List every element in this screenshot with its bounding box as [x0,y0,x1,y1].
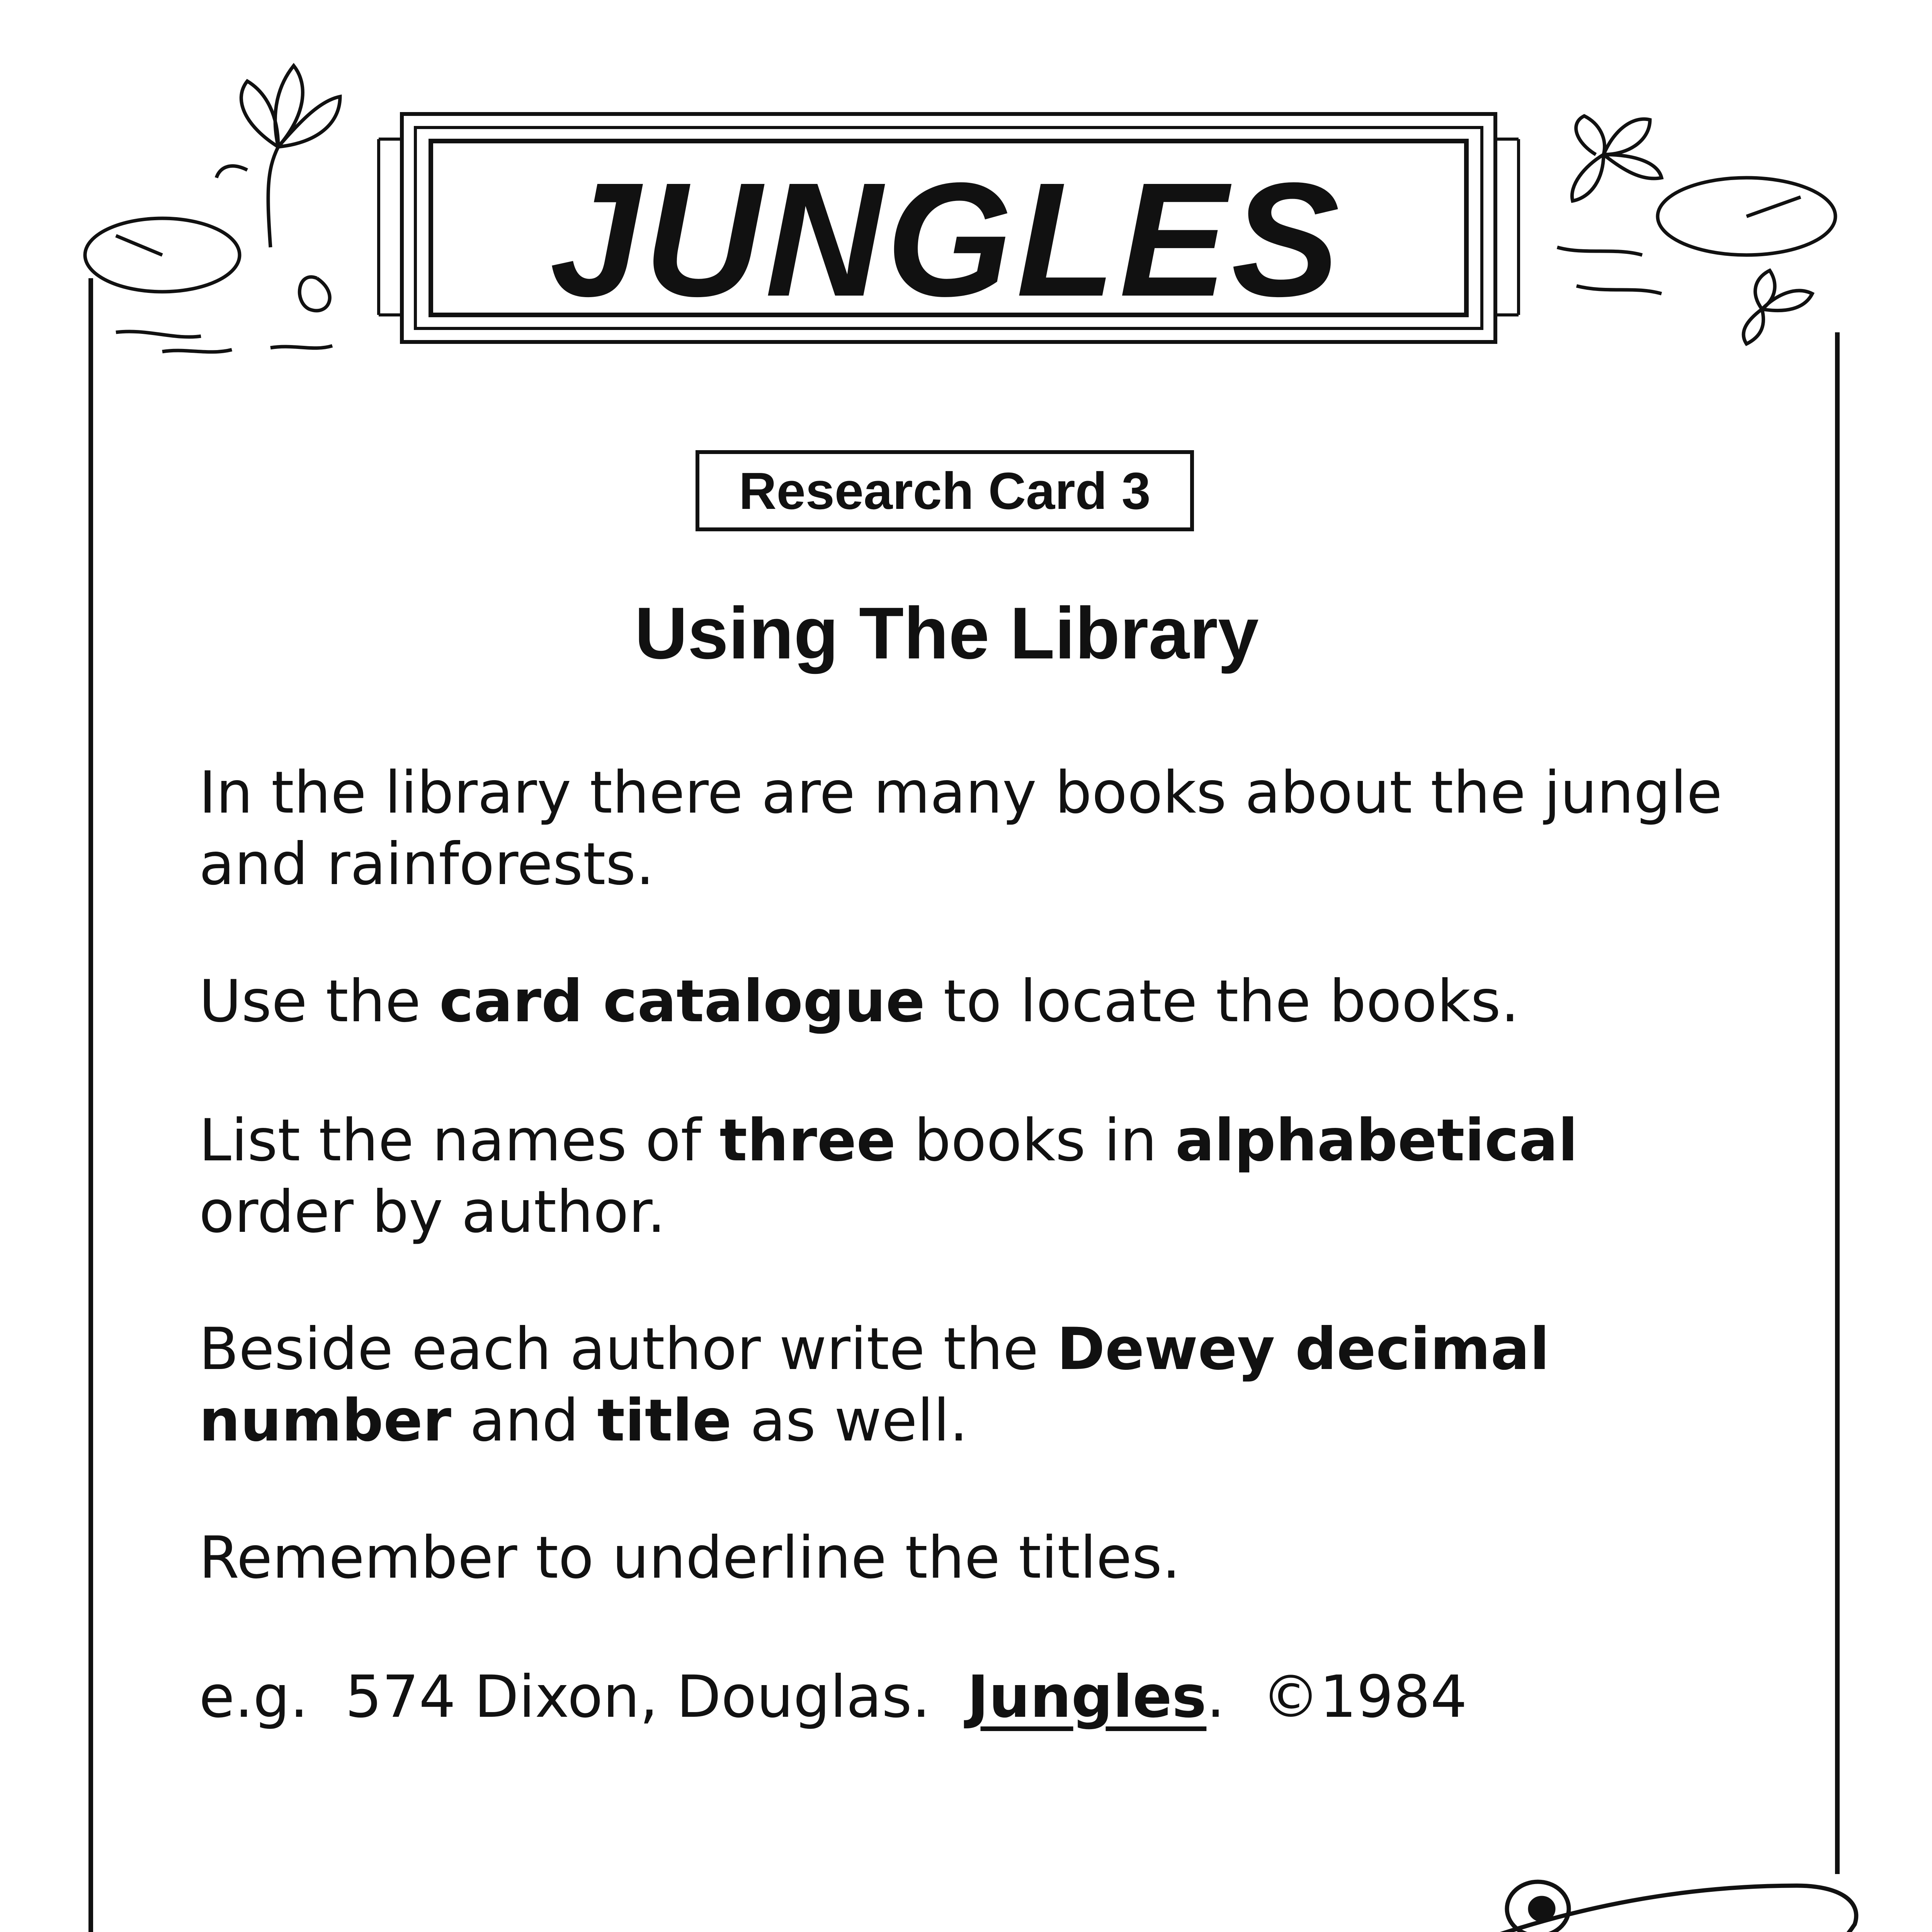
paragraph-list-books [199,1105,1745,1248]
page-title: JUNGLES [550,149,1344,330]
bold-term: alphabetical [1175,1107,1578,1174]
bold-term: card catalogue [439,968,925,1035]
research-card-label: Research Card 3 [696,450,1194,531]
text-run: books in [896,1107,1175,1174]
paragraph-card-catalogue [199,966,1745,1037]
text-run: and [451,1387,597,1454]
bold-term: three [719,1107,896,1174]
text-run: Use the [199,968,439,1035]
text-run: to locate the books. [925,968,1519,1035]
lily-pad-flower-icon [85,66,340,352]
alligator-illustration [91,1882,1856,1932]
paragraph-underline: Remember to underline the titles. [199,1524,1181,1592]
text-run: e.g. 574 Dixon, Douglas. [199,1663,968,1731]
text-run: Beside each author write the [199,1316,1057,1383]
paragraph-intro: In the library there are many books about the jungle and rainforests. [199,759,1723,898]
text-run: List the names of [199,1107,720,1174]
bold-term: title [597,1387,732,1454]
paragraph-example [199,1662,1745,1733]
example-title: Jungles [967,1663,1207,1731]
section-heading: Using The Library [634,592,1259,674]
text-run: as well. [731,1387,968,1454]
text-run: . ©1984 [1206,1663,1468,1731]
bold-term: Dewey decimal number [199,1316,1550,1454]
lily-pad-flower-icon [1557,116,1835,344]
paragraph-dewey [199,1314,1745,1457]
text-run: order by author. [199,1179,666,1246]
